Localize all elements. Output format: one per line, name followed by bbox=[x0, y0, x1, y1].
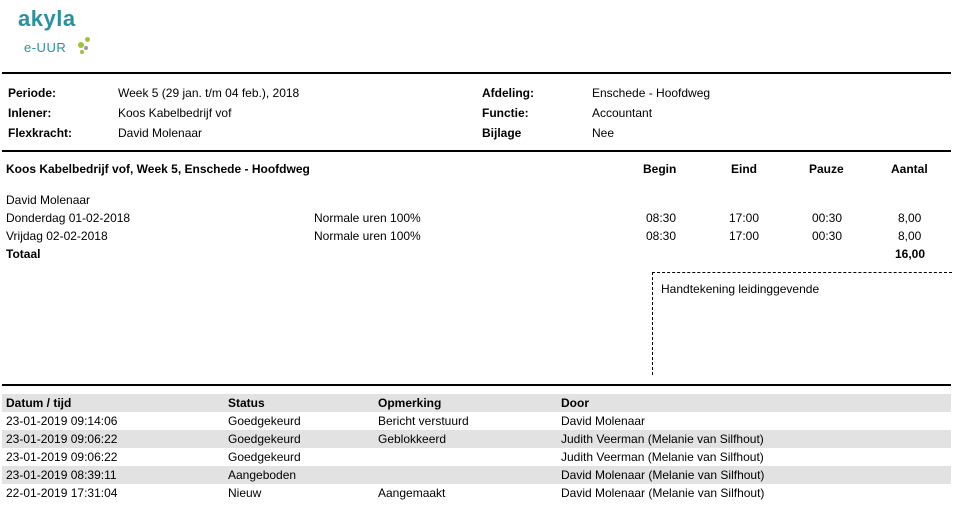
col-eind-header: Eind bbox=[731, 162, 757, 176]
history-col-opmerking: Opmerking bbox=[378, 396, 442, 410]
history-status: Goedgekeurd bbox=[228, 450, 301, 464]
history-row bbox=[2, 466, 951, 484]
row-type: Normale uren 100% bbox=[314, 211, 421, 225]
history-door: David Molenaar bbox=[561, 414, 646, 428]
history-status: Nieuw bbox=[228, 486, 262, 500]
timesheet-title: Koos Kabelbedrijf vof, Week 5, Enschede - Hoofdweg bbox=[6, 162, 310, 176]
row-eind: 17:00 bbox=[729, 229, 760, 243]
divider bbox=[2, 72, 951, 74]
row-type: Normale uren 100% bbox=[314, 229, 421, 243]
functie-value: Accountant bbox=[592, 106, 653, 120]
inlener-label: Inlener: bbox=[8, 106, 52, 120]
history-door: David Molenaar (Melanie van Silfhout) bbox=[561, 468, 765, 482]
akyla-logo bbox=[14, 6, 104, 62]
flexkracht-value: David Molenaar bbox=[118, 126, 203, 140]
periode-label: Periode: bbox=[8, 86, 57, 100]
logo-dot bbox=[80, 50, 84, 54]
divider bbox=[2, 384, 951, 386]
logo-brand: akyla bbox=[18, 6, 76, 31]
history-col-datum: Datum / tijd bbox=[6, 396, 72, 410]
divider bbox=[2, 150, 951, 152]
history-datum: 23-01-2019 09:06:22 bbox=[6, 450, 118, 464]
row-pauze: 00:30 bbox=[812, 229, 843, 243]
history-datum: 23-01-2019 09:06:22 bbox=[6, 432, 118, 446]
periode-value: Week 5 (29 jan. t/m 04 feb.), 2018 bbox=[118, 86, 300, 100]
employee-name: David Molenaar bbox=[6, 193, 91, 207]
history-header-row bbox=[2, 394, 951, 412]
signature-box bbox=[652, 272, 952, 375]
row-eind: 17:00 bbox=[729, 211, 760, 225]
row-day: Vrijdag 02-02-2018 bbox=[6, 229, 108, 243]
row-begin: 08:30 bbox=[646, 229, 677, 243]
history-col-door: Door bbox=[561, 396, 589, 410]
inlener-value: Koos Kabelbedrijf vof bbox=[118, 106, 232, 120]
afdeling-label: Afdeling: bbox=[482, 86, 534, 100]
history-datum: 23-01-2019 08:39:11 bbox=[6, 468, 117, 482]
history-status: Goedgekeurd bbox=[228, 414, 301, 428]
history-status: Aangeboden bbox=[228, 468, 297, 482]
history-row bbox=[2, 448, 951, 466]
history-col-status: Status bbox=[228, 396, 265, 410]
row-day: Donderdag 01-02-2018 bbox=[6, 211, 131, 225]
col-begin-header: Begin bbox=[643, 162, 677, 176]
bijlage-value: Nee bbox=[592, 126, 615, 140]
history-datum: 22-01-2019 17:31:04 bbox=[6, 486, 118, 500]
col-aantal-header: Aantal bbox=[891, 162, 928, 176]
history-row bbox=[2, 484, 951, 502]
history-row bbox=[2, 412, 951, 430]
total-value: 16,00 bbox=[895, 247, 926, 261]
history-datum: 23-01-2019 09:14:06 bbox=[6, 414, 118, 428]
history-door: Judith Veerman (Melanie van Silfhout) bbox=[561, 432, 764, 446]
col-pauze-header: Pauze bbox=[809, 162, 844, 176]
row-pauze: 00:30 bbox=[812, 211, 843, 225]
afdeling-value: Enschede - Hoofdweg bbox=[592, 86, 711, 100]
history-door: Judith Veerman (Melanie van Silfhout) bbox=[561, 450, 764, 464]
history-door: David Molenaar (Melanie van Silfhout) bbox=[561, 486, 765, 500]
flexkracht-label: Flexkracht: bbox=[8, 126, 73, 140]
signature-label: Handtekening leidinggevende bbox=[661, 282, 820, 296]
history-status: Goedgekeurd bbox=[228, 432, 301, 446]
logo-product: e-UUR bbox=[24, 40, 67, 55]
history-row bbox=[2, 430, 951, 448]
bijlage-label: Bijlage bbox=[482, 126, 522, 140]
history-opmerking: Bericht verstuurd bbox=[378, 414, 469, 428]
logo-dot bbox=[84, 46, 88, 50]
row-begin: 08:30 bbox=[646, 211, 677, 225]
logo-dot bbox=[85, 37, 90, 42]
functie-label: Functie: bbox=[482, 106, 529, 120]
total-label: Totaal bbox=[6, 247, 41, 261]
history-opmerking: Aangemaakt bbox=[378, 486, 446, 500]
history-opmerking: Geblokkeerd bbox=[378, 432, 447, 446]
row-aantal: 8,00 bbox=[898, 211, 922, 225]
row-aantal: 8,00 bbox=[898, 229, 922, 243]
